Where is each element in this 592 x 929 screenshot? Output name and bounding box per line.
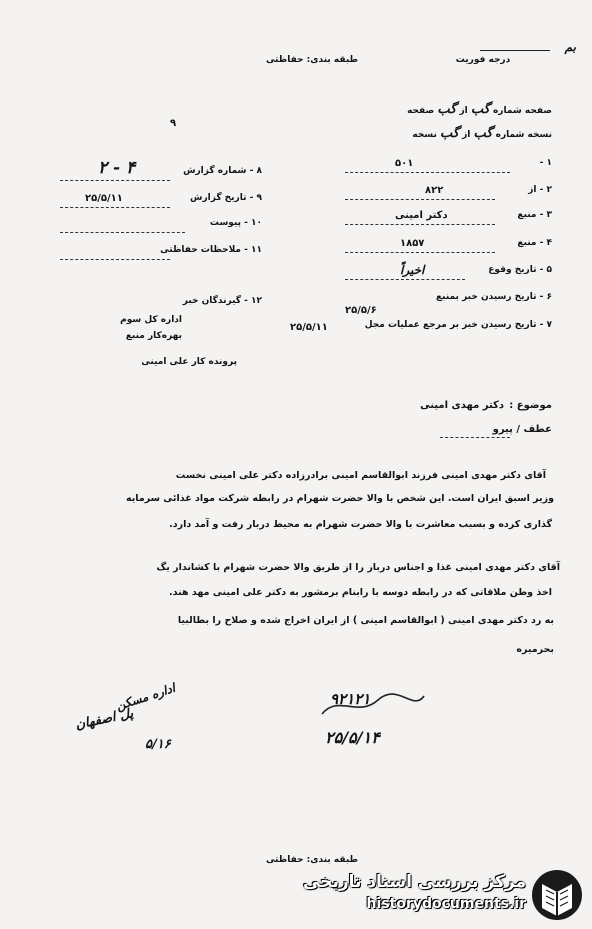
page-total: گب — [437, 102, 457, 117]
reference-label: عطف / پیرو — [492, 424, 552, 435]
field-1-label: ۱ - — [539, 158, 552, 168]
paragraph-line-7: بحرمیره — [516, 644, 554, 655]
field-9-value: ۲۵/۵/۱۱ — [85, 193, 123, 204]
field-4-line — [345, 252, 495, 253]
field-1-line — [345, 172, 510, 173]
field-2-label: ۲ - از — [528, 185, 552, 195]
recipient-1: اداره کل سوم — [120, 315, 182, 325]
field-1-value: ۵۰۱ — [395, 158, 414, 169]
watermark-url: historydocuments.ir — [366, 896, 526, 912]
field-4-label: ۴ - منبع — [517, 238, 552, 248]
field-10-label: ۱۰ - پیوست — [209, 218, 262, 228]
recipient-3: پرونده کار علی امینی — [141, 357, 237, 367]
signature-left-line-2: پل اصفهان — [74, 706, 135, 733]
field-6-label: ۶ - تاریخ رسیدن خبر بمنبع — [436, 292, 552, 302]
page-of: از — [459, 106, 468, 116]
paragraph-line-3: گذاری کرده و بسبب معاشرت با والا حضرت شهرام به محیط دربار رفت و آمد دارد. — [169, 519, 552, 530]
signature-right-date: ۲۵/۵/۱۴ — [325, 728, 380, 747]
copy-total: گب — [439, 126, 459, 141]
copy-number: گب — [473, 126, 493, 141]
corner-underline — [480, 50, 550, 51]
copy-of: از — [462, 130, 471, 140]
classification-top: طبقه بندی: حفاظتی — [265, 55, 358, 65]
copy-unit: نسخه — [412, 130, 437, 140]
field-9-label: ۹ - تاریخ گزارش — [190, 193, 262, 203]
field-5-value: اخیراً — [400, 263, 425, 277]
field-10-line — [60, 232, 185, 233]
field-11-label: ۱۱ - ملاحظات حفاظتی — [160, 245, 262, 255]
small-mark: ۹ — [170, 118, 177, 129]
field-3-label: ۳ - منبع — [517, 210, 552, 220]
priority-label: درجه فوریت — [455, 55, 511, 65]
signature-left-date: ۵/۱۶ — [145, 737, 171, 752]
field-5-line — [345, 279, 465, 280]
signature-right-line: ۹۲۱۲۱ — [330, 690, 371, 708]
field-4-value: ۱۸۵۷ — [400, 238, 425, 249]
field-8-label: ۸ - شماره گزارش — [183, 166, 262, 176]
field-6-value: ۲۵/۵/۶ — [345, 305, 377, 316]
classification-bottom: طبقه بندی: حفاظتی — [265, 855, 358, 865]
field-2-value: ۸۲۲ — [425, 185, 444, 196]
subject-key: موضوع — [516, 400, 552, 411]
page-label: صفحه شماره — [492, 106, 552, 116]
paragraph-line-4: آقای دکتر مهدی امینی غذا و اجناس دربار را از طریق والا حضرت شهرام با کشاندار یگ — [156, 562, 560, 573]
reference-line — [440, 437, 510, 438]
copy-label: نسخه شماره — [495, 130, 552, 140]
page-number: گب — [470, 102, 490, 117]
page-unit: صفحه — [407, 106, 435, 116]
field-7-label: ۷ - تاریخ رسیدن خبر بر مرجع عملیات مجل — [364, 320, 552, 330]
field-9-line — [60, 207, 170, 208]
signature-right-scribble — [318, 688, 428, 722]
field-7-value: ۲۵/۵/۱۱ — [290, 322, 328, 333]
recipient-2: بهره‌کار منبع — [125, 331, 182, 341]
field-3-line — [345, 224, 495, 225]
watermark-title: مرکز بررسی اسناد تاریخی — [303, 872, 526, 892]
field-8-value: ۲ - ۴ — [98, 158, 136, 178]
copy-info — [347, 126, 552, 141]
watermark — [303, 866, 588, 926]
subject-label: موضوع : — [509, 400, 552, 411]
subject-value: دکتر مهدی امینی — [420, 400, 504, 411]
field-11-line — [60, 259, 170, 260]
paragraph-line-1: آقای دکتر مهدی امینی فرزند ابوالقاسم امینی برادرزاده دکتر علی امینی نخست — [175, 470, 546, 481]
field-8-line — [60, 180, 170, 181]
corner-mark: بم — [564, 40, 576, 54]
recipients-label: ۱۲ - گیرندگان خبر — [182, 296, 262, 306]
page-info — [347, 102, 552, 117]
paragraph-line-5: اخذ وطن ملاقاتی که در رابطه دوسه با رابنام برمشور به دکتر علی امینی مهد هند. — [169, 587, 552, 598]
field-5-label: ۵ - تاریخ وقوع — [488, 265, 552, 275]
field-2-line — [345, 199, 495, 200]
book-logo-icon — [530, 866, 584, 924]
paragraph-line-6: به رد دکتر مهدی امینی ( ابوالقاسم امینی ) از ایران اخراج شده و صلاح را بطالبیا — [177, 615, 554, 626]
paragraph-line-2: وزیر اسبق ایران است. این شخص با والا حضرت شهرام در رابطه شرکت مواد غذائی سرمایه‌ — [125, 493, 554, 504]
signature-left-line-1: اداره مسکن — [114, 680, 177, 714]
field-3-value: دکتر امینی — [395, 210, 448, 221]
